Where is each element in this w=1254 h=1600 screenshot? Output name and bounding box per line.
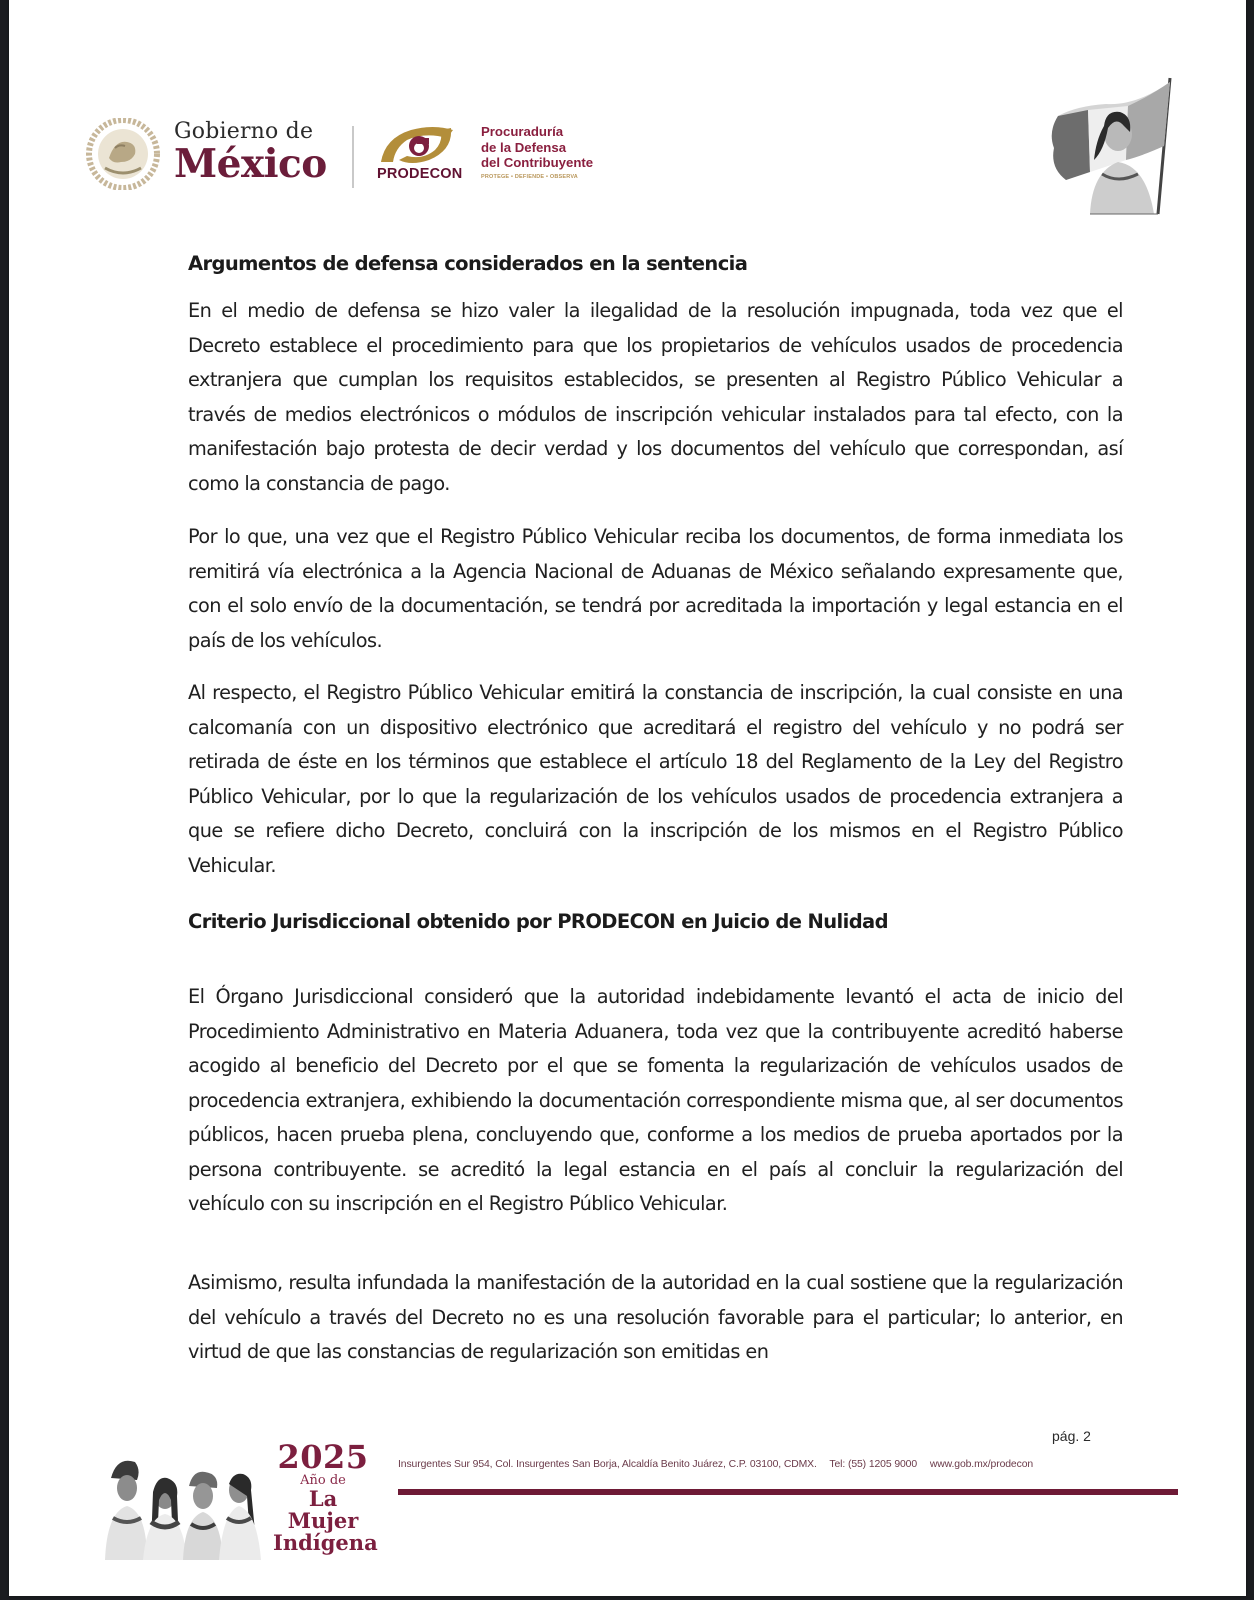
page-number: pág. 2 xyxy=(1052,1428,1091,1444)
year-of-indigenous-woman-logo xyxy=(273,1438,378,1555)
year-number: 2025 xyxy=(277,1438,369,1476)
paragraph-4: El Órgano Jurisdiccional consideró que la autoridad indebidamente levantó el acta de inicio del Procedimiento Administrativo en Materia Aduanera, toda vez que la contribuyente acreditó haberse acogido al beneficio del Decreto por el que se fomenta la regularización de vehículos usados de procedencia extranjera, exhibiendo la documentación correspondiente misma que, al ser documentos públicos, hacen prueba plena, concluyendo que, conforme a los medios de prueba aportados por la persona contribuyente. se acreditó la legal estancia en el país al concluir la regularización del vehículo con su inscripción en el Registro Público Vehicular. xyxy=(188,985,1123,1215)
footer-website-link[interactable]: www.gob.mx/prodecon xyxy=(929,1459,1034,1470)
prodecon-acronym: PRODECON xyxy=(377,166,463,182)
mexico-coat-of-arms-icon xyxy=(85,118,161,190)
year-line-2: Año de xyxy=(300,1473,346,1488)
section-heading-defense-arguments: Argumentos de defensa considerados en la sentencia xyxy=(188,252,748,275)
footer-contact xyxy=(398,1459,1043,1470)
paragraph-2: Por lo que, una vez que el Registro Público Vehicular reciba los documentos, de forma inmediata los remitirá vía electrónica a la Agencia Nacional de Aduanas de México señalando expresamente que, con el solo envío de la documentación, se tendrá por acreditada la importación y legal estancia en el país de los vehículos. xyxy=(188,525,1123,652)
year-line-4: Indígena xyxy=(273,1530,378,1555)
year-line-3: La Mujer xyxy=(287,1486,359,1533)
footer-rule xyxy=(398,1489,1178,1495)
gobierno-de-mexico-logo xyxy=(174,119,327,187)
footer-phone: Tel: (55) 1205 9000 xyxy=(829,1459,918,1470)
prodecon-eye-logo-icon xyxy=(377,124,467,164)
prodecon-name-line3: del Contribuyente xyxy=(481,155,594,170)
paragraph-3: Al respecto, el Registro Público Vehicular emitirá la constancia de inscripción, la cual consiste en una calcomanía con un dispositivo electrónico que acreditará el registro del vehículo y no podrá ser retirada de éste en los términos que establece el artículo 18 del Reglamento de la Ley del Registro Público Vehicular, por lo que la regularización de los vehículos usados de procedencia extranjera a que se refiere dicho Decreto, concluirá con la inscripción de los mismos en el Registro Público Vehicular. xyxy=(188,681,1123,877)
footer-address: Insurgentes Sur 954, Col. Insurgentes San Borja, Alcaldía Benito Juárez, C.P. 03100, CDMX. xyxy=(398,1459,817,1470)
prodecon-tagline: PROTEGE • DEFIENDE • OBSERVA xyxy=(481,174,578,180)
gov-line1: Gobierno de xyxy=(174,119,314,144)
heroine-with-flag-illustration xyxy=(1046,76,1186,218)
paragraph-5: Asimismo, resulta infundada la manifestación de la autoridad en la cual sostiene que la regularización del vehículo a través del Decreto no es una resolución favorable para el particular; lo anterior, en virtud de que las constancias de regularización son emitidas en xyxy=(188,1271,1123,1363)
header-divider xyxy=(352,126,354,188)
gov-line2: México xyxy=(174,141,327,187)
document-page xyxy=(9,0,1246,1596)
prodecon-name-line2: de la Defensa xyxy=(481,139,567,155)
prodecon-full-name xyxy=(481,124,593,171)
paragraph-1: En el medio de defensa se hizo valer la ilegalidad de la resolución impugnada, toda vez que el Decreto establece el procedimiento para que los propietarios de vehículos usados de procedencia extranjera que cumplan los requisitos establecidos, se presenten al Registro Público Vehicular a través de medios electrónicos o módulos de inscripción vehicular instalados para tal efecto, con la manifestación bajo protesta de decir verdad y los documentos del vehículo que correspondan, así como la constancia de pago. xyxy=(188,299,1123,495)
prodecon-name-line1: Procuraduría xyxy=(481,124,564,139)
indigenous-women-illustration xyxy=(101,1456,267,1560)
section-heading-jurisdictional-criterion: Criterio Jurisdiccional obtenido por PRODECON en Juicio de Nulidad xyxy=(188,910,888,933)
